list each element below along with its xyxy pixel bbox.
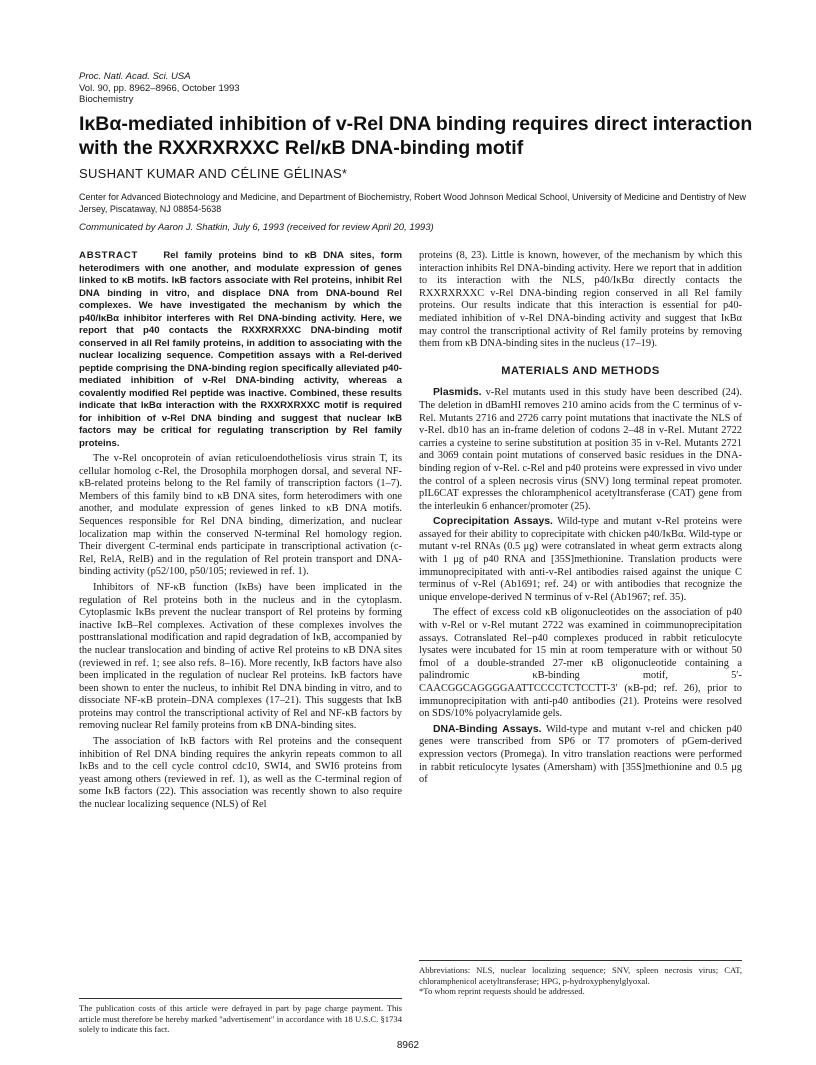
article-title: IκBα-mediated inhibition of v-Rel DNA binding requires direct interaction with the RXXRXRXXC Rel/κB DNA-binding motif [79,113,753,159]
affiliation: Center for Advanced Biotechnology and Medicine, and Department of Biochemistry, Robert Wood Johnson Medical School, University of Medicine and Dentistry of New Jersey, Piscataway, NJ 08854-5638 [79,192,747,214]
intro-paragraph-1: The v-Rel oncoprotein of avian reticuloendotheliosis virus strain T, its cellular homolog c-Rel, the Drosophila morphogen dorsal, and several NF-κB-related proteins belong to the Rel family of transcription factors (1–7). Members of this family bind to κB DNA sites, form heterodimers with one another, and modulate expression of genes linked to κB DNA motifs. Sequences responsible for Rel DNA binding, dimerization, and nuclear localization map within the conserved N-terminal Rel homology region. Their divergent C-terminal ends participate in transcriptional activation (c-Rel, RelA, RelB) and in the regulation of Rel protein transport and DNA-binding activity (p52/100, p50/105; reviewed in ref. 1). [79,453,402,578]
authors: SUSHANT KUMAR AND CÉLINE GÉLINAS* [79,166,348,181]
publication-cost-footnote: The publication costs of this article were defrayed in part by page charge payment. This article must therefore be hereby marked "advertisement" in accordance with 18 U.S.C. §1734 solely to indicate this fact. [79,998,402,1035]
volume-line: Vol. 90, pp. 8962–8966, October 1993 [79,82,240,94]
abstract [79,250,402,450]
methods-coprecipitation: Coprecipitation Assays. Wild-type and mutant v-Rel proteins were assayed for their ability to coprecipitate with chicken p40/IκBα. Wild-type or mutant v-rel RNAs (0.5 μg) were cotranslated in wheat germ extracts along with 1 μg of p40 RNA and [35S]methionine. Translation products were immunoprecipitated with anti-v-Rel antibodies raised against the unique C terminus of v-Rel (Ab1691; ref. 24) or with antibodies that recognize the unique envelope-derived N terminus of v-Rel (Ab1967; ref. 35). [419,516,742,603]
abstract-text: Rel family proteins bind to κB DNA sites, form heterodimers with one another, and modulate expression of genes linked to κB motifs. IκB factors associate with Rel proteins, inhibit Rel DNA binding in vitro, and displace DNA from DNA-bound Rel complexes. We have investigated the mechanism by which the p40/IκBα inhibitor interferes with Rel DNA-binding activity. Here, we report that p40 contacts the RXXRXRXXC DNA-binding motif conserved in all Rel family proteins, in addition to associating with the nuclear localizing sequence. Competition assays with a Rel-derived peptide comprising the DNA-binding region specifically alleviated p40-mediated inhibition of v-Rel DNA-binding activity, whereas a covalently modified Rel peptide was inactive. Combined, these results indicate that IκBα interaction with the RXXRXRXXC motif is required for inhibition of v-Rel DNA binding and suggest that nuclear IκB factors may be critical for regulating transcription by Rel family proteins. [79,250,402,449]
methods-dna-binding: DNA-Binding Assays. Wild-type and mutant v-rel and chicken p40 genes were transcribed from SP6 or T7 promoters of pGem-derived expression vectors (Promega). In vitro translation reactions were performed in rabbit reticulocyte lysates (Amersham) with [35S]methionine and 0.5 μg of [419,723,742,786]
methods-heading: MATERIALS AND METHODS [501,364,660,377]
methods-oligo-effect: The effect of excess cold κB oligonucleotides on the association of p40 with v-Rel or v-Rel mutant 2722 was examined in coimmunoprecipitation assays. Cotranslated Rel–p40 complexes produced in rabbit reticulocyte lysates were incubated for 15 min at room temperature with or without 50 fmol of a double-stranded 27-mer κB oligonucleotide containing a palindromic κB-binding motif, 5′-CAACGGCAGGGGAATTCCCCTCTCCTT-3′ (κB-pd; ref. 26), prior to immunoprecipitation with anti-p40 antibodies (21). Proteins were resolved on SDS/10% polyacrylamide gels. [419,607,742,720]
journal-header [79,71,240,106]
run-in-head: DNA-Binding Assays. [433,723,542,735]
right-column [419,250,742,790]
run-in-head: Coprecipitation Assays. [433,516,553,528]
reprint-note: *To whom reprint requests should be addressed. [419,986,585,996]
methods-plasmids: Plasmids. v-Rel mutants used in this study have been described (24). The deletion in dBamHI removes 210 amino acids from the C terminus of v-Rel. Mutants 2716 and 2726 carry point mutations that inactivate the NLS of v-Rel. db10 has an in-frame deletion of codons 2–48 in v-Rel. Mutant 2722 carries a cysteine to serine substitution at position 35 in v-Rel. Mutants 2721 and 3069 contain point mutations of conserved basic residues in the DNA-binding region of v-Rel. c-Rel and p40 proteins were expressed in vivo under the control of a spleen necrosis virus (SNV) long terminal repeat promoter. pIL6CAT expresses the chloramphenicol acetyltransferase (CAT) gene from the interleukin 6 enhancer/promoter (25). [419,387,742,512]
communicated-line: Communicated by Aaron J. Shatkin, July 6, 1993 (received for review April 20, 1993) [79,222,434,233]
abbreviations: Abbreviations: NLS, nuclear localizing sequence; SNV, spleen necrosis virus; CAT, chloramphenicol acetyltransferase; HPG, p-hydroxyphenylglyoxal. [419,965,742,986]
abbreviations-footnote [419,960,742,997]
intro-paragraph-2: Inhibitors of NF-κB function (IκBs) have been implicated in the regulation of Rel proteins both in the nucleus and in the cytoplasm. Cytoplasmic IκBs prevent the nuclear transport of Rel proteins by forming inactive IκB–Rel complexes. Activation of these complexes involves the posttranslational modification and rapid degradation of IκB, accompanied by the nuclear translocation and binding of active Rel proteins to κB DNA sites (reviewed in ref. 1; see also refs. 8–16). More recently, IκB factors have also been implicated in the regulation of nuclear Rel proteins. IκB factors have been shown to enter the nucleus, to inhibit Rel DNA binding in vitro, and to dissociate NF-κB protein–DNA complexes (17–21). This suggests that IκB proteins may control the transcriptional activity of Rel and NF-κB factors by removing nuclear Rel family proteins from κB DNA-binding sites. [79,581,402,732]
left-column [79,250,402,815]
intro-continuation: proteins (8, 23). Little is known, however, of the mechanism by which this interaction inhibits Rel DNA-binding activity. Here we report that in addition to its interaction with the NLS, p40/IκBα directly contacts the RXXRXRXXC v-Rel DNA-binding region conserved in all Rel family proteins. Our results indicate that this interaction is essential for p40-mediated inhibition of v-Rel DNA-binding activity and suggest that IκBα may control the transcriptional activity of Rel family proteins by removing them from κB DNA-binding sites in the nucleus (17–19). [419,250,742,350]
abstract-label: ABSTRACT [79,250,139,261]
page-number: 8962 [396,1040,420,1051]
run-in-head: Plasmids. [433,387,482,399]
journal-name: Proc. Natl. Acad. Sci. USA [79,71,191,82]
section-label: Biochemistry [79,94,134,105]
intro-paragraph-3: The association of IκB factors with Rel proteins and the consequent inhibition of Rel DNA binding requires the ankyrin repeats common to all IκBs and to the cell cycle control cdc10, SWI4, and SWI6 proteins from yeast among others (reviewed in ref. 1), as well as the C-terminal region of some IκB factors (22). This association was recently shown to also require the nuclear localizing sequence (NLS) of Rel [79,736,402,811]
